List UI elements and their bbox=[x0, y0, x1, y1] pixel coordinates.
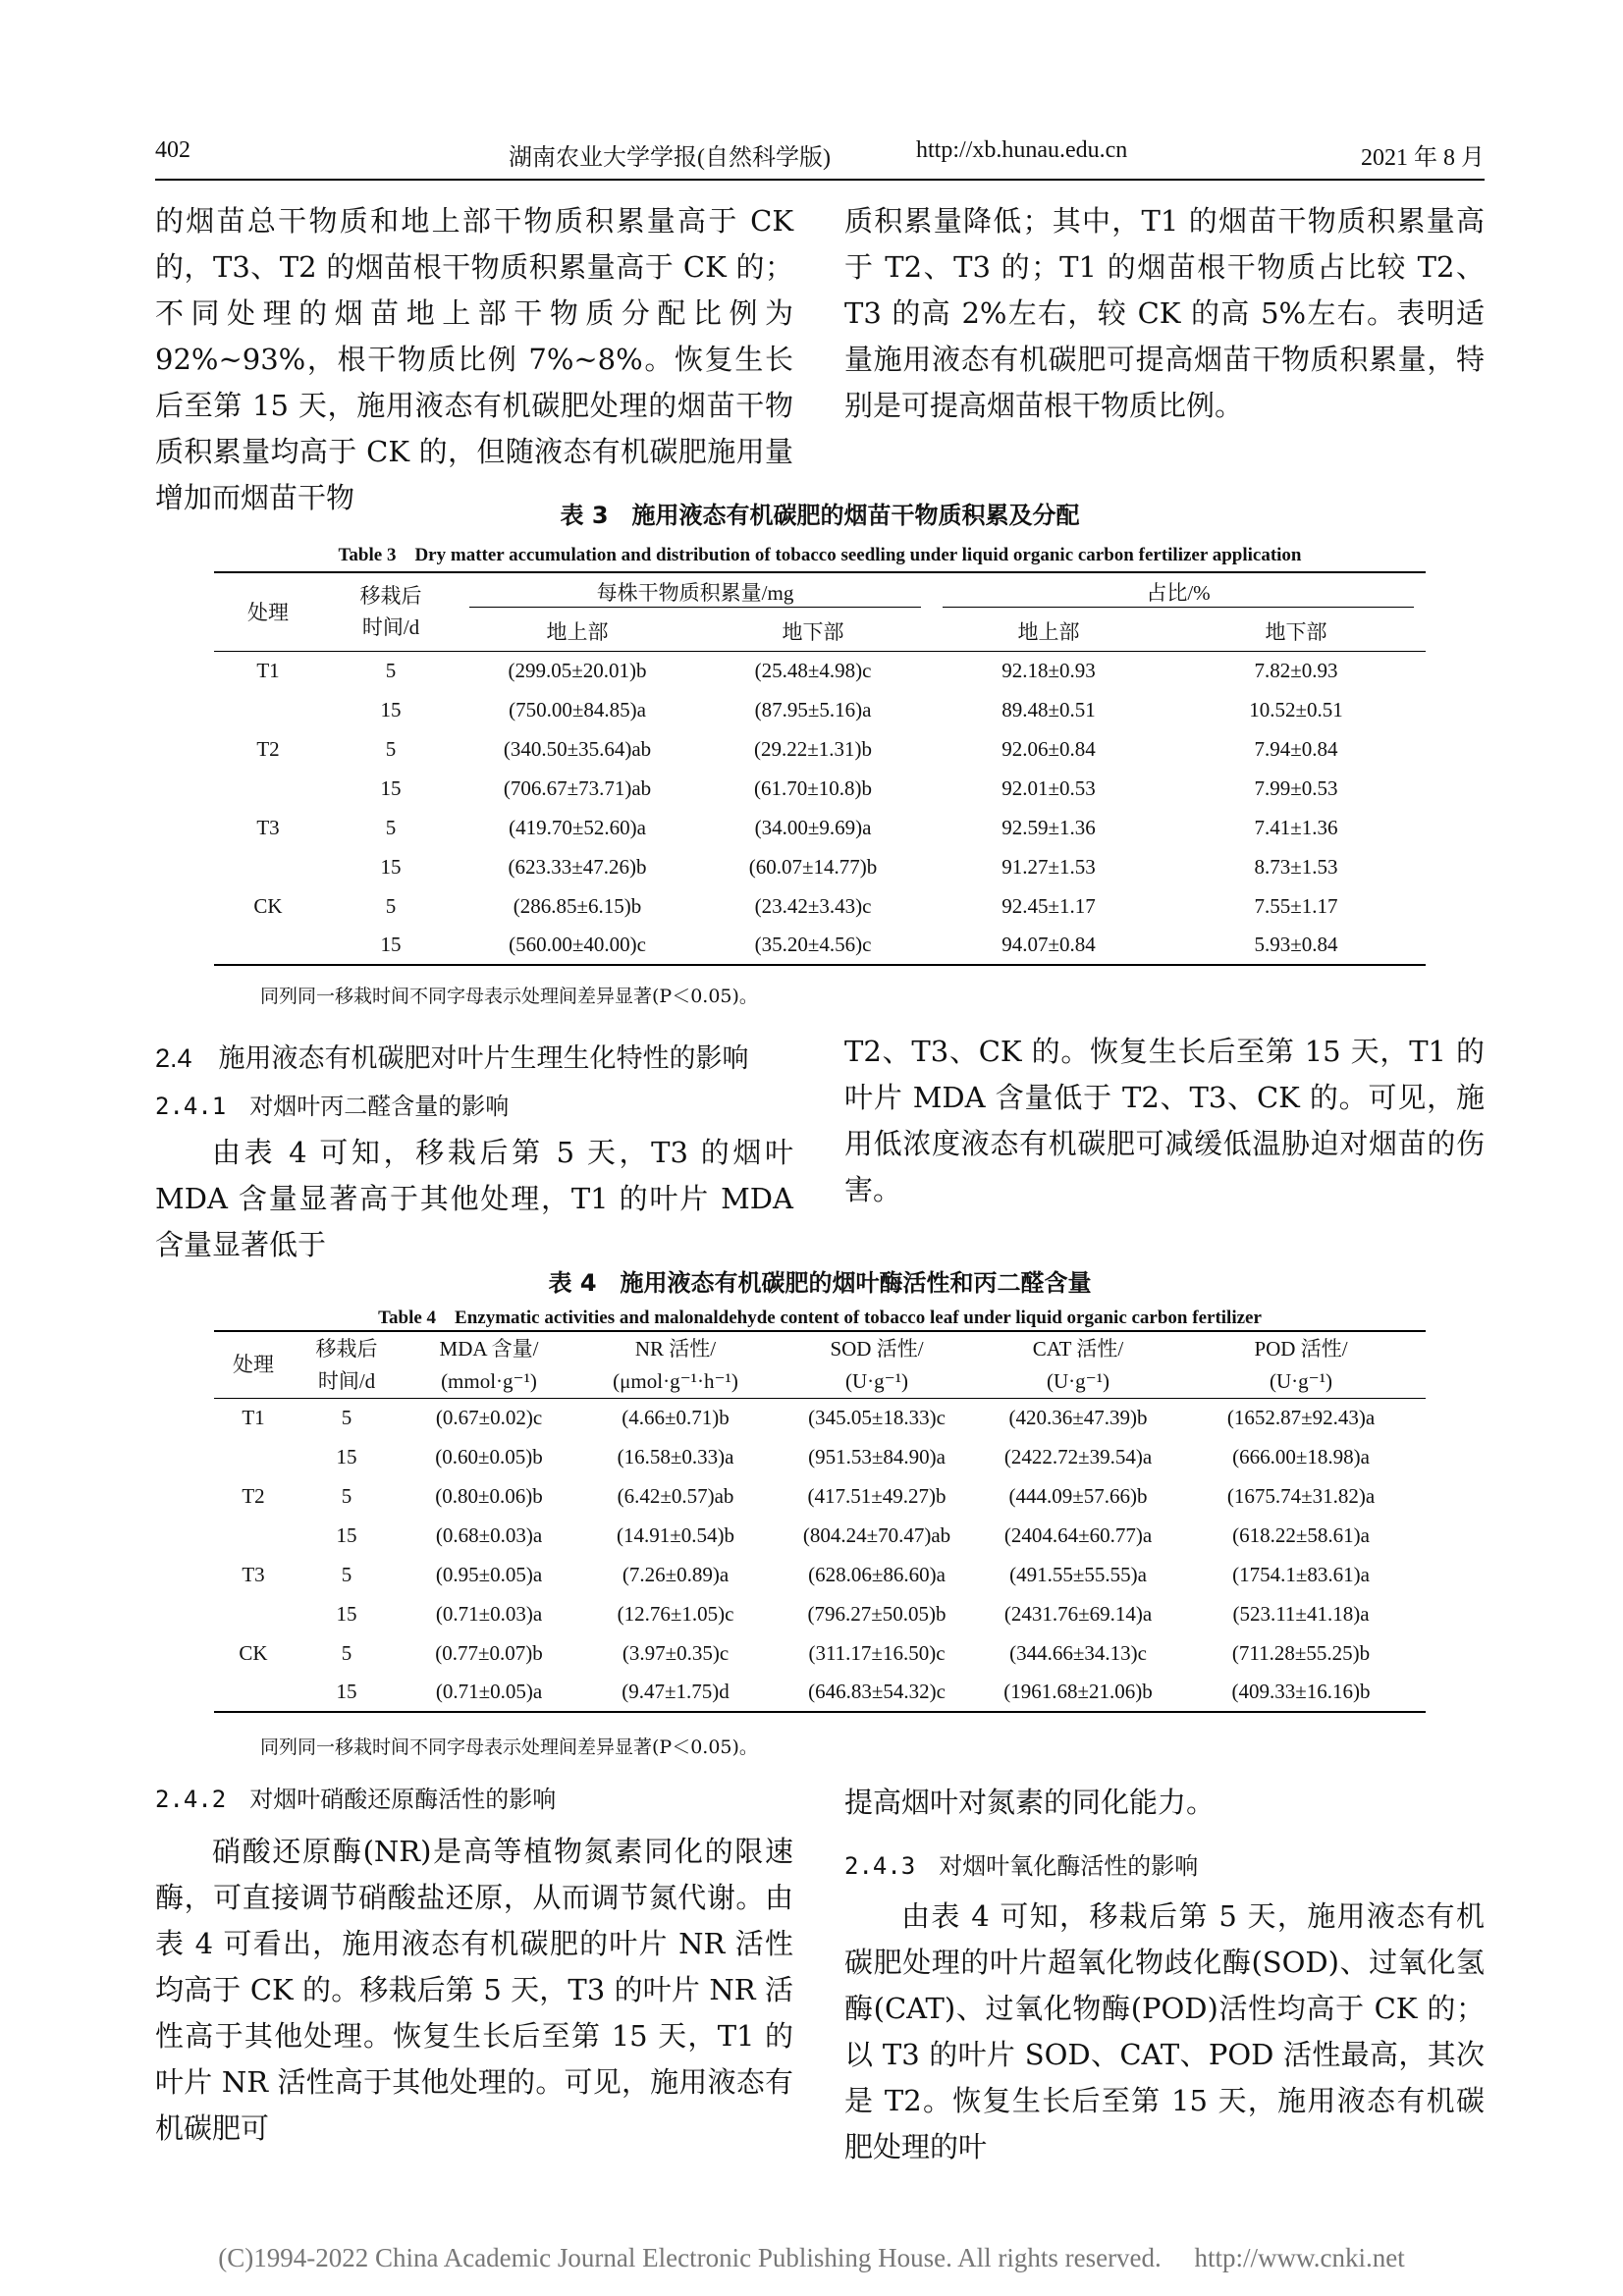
table4-cell bbox=[214, 1594, 293, 1633]
table4-row bbox=[214, 1398, 1426, 1437]
table3-cell: (25.48±4.98)c bbox=[754, 658, 872, 682]
table4-cell: (646.83±54.32)c bbox=[808, 1680, 946, 1703]
table3-cell: 92.01±0.53 bbox=[1001, 775, 1096, 800]
table3-cell: (34.00±9.69)a bbox=[754, 815, 872, 839]
table3-cell: 5 bbox=[385, 736, 397, 761]
table3-group-mass bbox=[460, 572, 931, 612]
table4-cell: (6.42±0.57)ab bbox=[617, 1483, 734, 1508]
running-header bbox=[155, 137, 1485, 177]
table4-cell: (1652.87±92.43)a bbox=[1226, 1405, 1376, 1429]
mda-paragraph-left: 由表 4 可知，移栽后第 5 天，T3 的烟叶 MDA 含量显著高于其他处理，T1 的叶片 MDA 含量显著低于 bbox=[155, 1136, 793, 1261]
table3-cell: T2 bbox=[256, 736, 280, 761]
table4-row bbox=[214, 1437, 1426, 1476]
table4-col-time-2: 时间/d bbox=[293, 1364, 401, 1398]
table4-row bbox=[214, 1633, 1426, 1673]
table4-cell: (0.80±0.06)b bbox=[435, 1483, 543, 1508]
table4-cell: 15 bbox=[336, 1522, 357, 1547]
table4-cell: T3 bbox=[242, 1562, 265, 1586]
table3-note: 同列同一移栽时间不同字母表示处理间差异显著(P＜0.05)。 bbox=[260, 986, 758, 1007]
table3-cell: 15 bbox=[380, 933, 402, 956]
table4-cell: (804.24±70.47)ab bbox=[802, 1522, 951, 1547]
table3-cell: (560.00±40.00)c bbox=[509, 933, 646, 956]
table4-cell: (417.51±49.27)b bbox=[807, 1483, 947, 1508]
table3-cell: 94.07±0.84 bbox=[1001, 933, 1096, 956]
section-2-4-2-heading: 2.4.2 对烟叶硝酸还原酶活性的影响 bbox=[155, 1786, 557, 1813]
table3-group-ratio-label: 占比/% bbox=[943, 577, 1414, 608]
table3-cell: (299.05±20.01)b bbox=[508, 658, 647, 682]
table4-cell: (711.28±55.25)b bbox=[1231, 1640, 1371, 1665]
table4-cell: (0.60±0.05)b bbox=[435, 1444, 543, 1468]
table4-cell: CK bbox=[239, 1640, 268, 1665]
table4-cell: (1754.1±83.61)a bbox=[1232, 1562, 1370, 1586]
table3-cell: 8.73±1.53 bbox=[1254, 854, 1338, 879]
table4-cell: (0.71±0.03)a bbox=[435, 1601, 543, 1626]
table3-cell: 7.99±0.53 bbox=[1254, 775, 1338, 800]
table4-row bbox=[214, 1673, 1426, 1712]
table4-cell: (3.97±0.35)c bbox=[622, 1640, 730, 1665]
table4-cell: 5 bbox=[341, 1405, 352, 1429]
table3-cell: (60.07±14.77)b bbox=[748, 854, 878, 879]
table3-group-ratio bbox=[931, 572, 1426, 612]
table4-cell: (444.09±57.66)b bbox=[1008, 1483, 1148, 1508]
table4-col-cat-1: CAT 活性/ bbox=[1032, 1336, 1124, 1361]
table3-cell: (35.20±4.56)c bbox=[754, 933, 872, 956]
table4-title-en: Table 4 Enzymatic activities and malonaldehyde content of tobacco leaf under liquid organic carbon fertilizer bbox=[378, 1308, 1262, 1328]
table4-col-sod-1: SOD 活性/ bbox=[830, 1336, 924, 1361]
table3 bbox=[214, 571, 1426, 966]
table4-col-treatment: 处理 bbox=[214, 1331, 293, 1398]
table4-cell bbox=[214, 1437, 293, 1476]
table3-cell: 7.82±0.93 bbox=[1254, 658, 1338, 682]
page-number: 402 bbox=[155, 137, 190, 163]
table3-cell: 92.45±1.17 bbox=[1001, 893, 1096, 918]
table3-cell: 7.94±0.84 bbox=[1254, 736, 1338, 761]
table3-cell: T1 bbox=[256, 658, 280, 682]
table4-cell: 15 bbox=[336, 1444, 357, 1468]
table4-col-pod-1: POD 活性/ bbox=[1254, 1336, 1348, 1361]
table3-sub-mass-below: 地下部 bbox=[695, 612, 931, 651]
table4-cell: (0.67±0.02)c bbox=[435, 1405, 543, 1429]
table3-cell: (61.70±10.8)b bbox=[753, 775, 872, 800]
table4-cell: (0.77±0.07)b bbox=[435, 1640, 543, 1665]
section-2-4-heading: 2.4 施用液态有机碳肥对叶片生理生化特性的影响 bbox=[155, 1043, 749, 1073]
table4-row bbox=[214, 1516, 1426, 1555]
table4-cell: (7.26±0.89)a bbox=[622, 1562, 730, 1586]
table4-cell: (951.53±84.90)a bbox=[808, 1444, 946, 1468]
table3-cell: 89.48±0.51 bbox=[1001, 697, 1096, 721]
table3-col-time bbox=[322, 572, 460, 651]
table3-sub-ratio-below: 地下部 bbox=[1166, 612, 1426, 651]
table3-col-time-line1: 移栽后 bbox=[359, 584, 422, 609]
table4-cell: (0.71±0.05)a bbox=[435, 1680, 543, 1703]
table4-cell: (344.66±34.13)c bbox=[1009, 1640, 1147, 1665]
table4-cell: (1675.74±31.82)a bbox=[1226, 1483, 1376, 1508]
table3-cell bbox=[214, 926, 322, 965]
table3-cell: (87.95±5.16)a bbox=[754, 697, 872, 721]
table4-cell: (4.66±0.71)b bbox=[622, 1405, 730, 1429]
table4-cell: (12.76±1.05)c bbox=[617, 1601, 734, 1626]
table4-cell: 15 bbox=[336, 1680, 357, 1703]
table3-col-time-line2: 时间/d bbox=[361, 615, 420, 640]
table4-col-nr-2: (μmol·g⁻¹·h⁻¹) bbox=[577, 1364, 774, 1398]
table4-col-sod-2: (U·g⁻¹) bbox=[774, 1364, 980, 1398]
table3-cell: (286.85±6.15)b bbox=[513, 893, 642, 918]
table4-cell: (618.22±58.61)a bbox=[1232, 1522, 1370, 1547]
table3-row bbox=[214, 886, 1426, 926]
table3-cell: 15 bbox=[380, 775, 402, 800]
section-2-4-1-heading: 2.4.1 对烟叶丙二醛含量的影响 bbox=[155, 1093, 510, 1120]
table4-cell: (345.05±18.33)c bbox=[808, 1405, 946, 1429]
table3-row bbox=[214, 808, 1426, 847]
table3-sub-ratio-above: 地上部 bbox=[931, 612, 1166, 651]
table4-cell: (0.95±0.05)a bbox=[435, 1562, 543, 1586]
table3-cell: T3 bbox=[256, 815, 280, 839]
table3-row bbox=[214, 847, 1426, 886]
table4-cell: (2404.64±60.77)a bbox=[1003, 1522, 1153, 1547]
mda-paragraph-right: T2、T3、CK 的。恢复生长后至第 15 天，T1 的叶片 MDA 含量低于 T2、T3、CK 的。可见，施用低浓度液态有机碳肥可减缓低温胁迫对烟苗的伤害。 bbox=[844, 1035, 1485, 1206]
table3-row bbox=[214, 690, 1426, 729]
table3-row bbox=[214, 769, 1426, 808]
table4-col-time-1: 移栽后 bbox=[315, 1336, 378, 1361]
table4-note: 同列同一移栽时间不同字母表示处理间差异显著(P＜0.05)。 bbox=[260, 1736, 758, 1758]
table4-row bbox=[214, 1594, 1426, 1633]
table3-cell bbox=[214, 690, 322, 729]
table3-row bbox=[214, 651, 1426, 690]
table3-cell: (750.00±84.85)a bbox=[509, 697, 646, 721]
table3-cell: 92.18±0.93 bbox=[1001, 658, 1096, 682]
table4-cell bbox=[214, 1516, 293, 1555]
table4-row bbox=[214, 1555, 1426, 1594]
table3-cell: 91.27±1.53 bbox=[1001, 854, 1096, 879]
table3-sub-mass-above: 地上部 bbox=[460, 612, 695, 651]
table4-cell: (666.00±18.98)a bbox=[1232, 1444, 1370, 1468]
table3-row bbox=[214, 729, 1426, 769]
table3-cell bbox=[214, 847, 322, 886]
table3-group-mass-label: 每株干物质积累量/mg bbox=[469, 577, 921, 608]
table4-col-nr-1: NR 活性/ bbox=[634, 1336, 717, 1361]
table4-cell: 15 bbox=[336, 1601, 357, 1626]
table3-cell: 7.55±1.17 bbox=[1254, 893, 1338, 918]
table3-row bbox=[214, 926, 1426, 965]
table4-cell: T1 bbox=[242, 1405, 265, 1429]
copyright-footer: (C)1994-2022 China Academic Journal Electronic Publishing House. All rights reserved. http://www.cnki.net bbox=[218, 2243, 1405, 2272]
top-left-paragraph: 的烟苗总干物质和地上部干物质积累量高于 CK 的，T3、T2 的烟苗根干物质积累量高于 CK 的；不同处理的烟苗地上部干物质分配比例为 92%~93%，根干物质比例 7%~8%。恢复生长后至第 15 天，施用液态有机碳肥处理的烟苗干物质积累量均高于 CK 的，但随液态有机碳肥施用量增加而烟苗干物 bbox=[155, 204, 793, 514]
table3-cell: (340.50±35.64)ab bbox=[503, 736, 652, 761]
table4-cell: (523.11±41.18)a bbox=[1232, 1601, 1370, 1626]
table4-cell: (409.33±16.16)b bbox=[1231, 1680, 1371, 1703]
journal-url[interactable]: http://xb.hunau.edu.cn bbox=[916, 137, 1128, 163]
table4-cell: 5 bbox=[341, 1640, 352, 1665]
table3-cell: (23.42±3.43)c bbox=[754, 893, 872, 918]
table3-cell: (706.67±73.71)ab bbox=[503, 775, 652, 800]
table4-cell bbox=[214, 1673, 293, 1712]
table4-title-cn: 表 4 施用液态有机碳肥的烟叶酶活性和丙二醛含量 bbox=[548, 1269, 1092, 1297]
table4-cell: T2 bbox=[242, 1483, 265, 1508]
table3-cell bbox=[214, 769, 322, 808]
oxidase-paragraph-right: 由表 4 可知，移栽后第 5 天，施用液态有机碳肥处理的叶片超氧化物歧化酶(SOD)、过氧化氢酶(CAT)、过氧化物酶(POD)活性均高于 CK 的；以 T3 的叶片 SOD、CAT、POD 活性最高，其次是 T2。恢复生长后至第 15 天，施用液态有机碳肥处理的叶 bbox=[844, 1899, 1485, 2163]
table3-cell: 15 bbox=[380, 697, 402, 721]
table4-cell: (0.68±0.03)a bbox=[435, 1522, 543, 1547]
section-2-4-left bbox=[155, 1036, 793, 1268]
table4-col-mda-2: (mmol·g⁻¹) bbox=[401, 1364, 577, 1398]
table4-cell: (796.27±50.05)b bbox=[807, 1601, 947, 1626]
table3-cell: 15 bbox=[380, 854, 402, 879]
table3-cell: CK bbox=[253, 893, 283, 918]
table4-cell: (16.58±0.33)a bbox=[617, 1444, 734, 1468]
section-2-4-2-left bbox=[155, 1777, 793, 2152]
table3-cell: 7.41±1.36 bbox=[1254, 815, 1338, 839]
table4-col-pod-2: (U·g⁻¹) bbox=[1176, 1364, 1426, 1398]
top-left-column bbox=[155, 198, 793, 521]
table3-cell: 10.52±0.51 bbox=[1249, 697, 1343, 721]
table3-cell: 5 bbox=[385, 815, 397, 839]
table4-row bbox=[214, 1476, 1426, 1516]
table4-cell: (628.06±86.60)a bbox=[808, 1562, 946, 1586]
issue-date: 2021 年 8 月 bbox=[1361, 145, 1485, 171]
table3-title-cn: 表 3 施用液态有机碳肥的烟苗干物质积累及分配 bbox=[560, 502, 1080, 529]
table3-cell: (29.22±1.31)b bbox=[753, 736, 872, 761]
section-2-4-right bbox=[844, 1029, 1485, 1213]
table3-col-treatment: 处理 bbox=[214, 572, 322, 651]
table3-cell: (623.33±47.26)b bbox=[508, 854, 647, 879]
table4-cell: 5 bbox=[341, 1483, 352, 1508]
table3-cell: 5 bbox=[385, 893, 397, 918]
table4-cell: (311.17±16.50)c bbox=[808, 1640, 946, 1665]
table4-cell: (14.91±0.54)b bbox=[616, 1522, 734, 1547]
nr-paragraph-left: 硝酸还原酶(NR)是高等植物氮素同化的限速酶，可直接调节硝酸盐还原，从而调节氮代谢。由表 4 可看出，施用液态有机碳肥的叶片 NR 活性均高于 CK 的。移栽后第 5 天，T3 的叶片 NR 活性高于其他处理。恢复生长后至第 15 天，T1 的叶片 NR 活性高于其他处理的。可见，施用液态有机碳肥可 bbox=[155, 1835, 793, 2145]
table4 bbox=[214, 1330, 1426, 1713]
section-2-4-3-right bbox=[844, 1780, 1485, 2170]
section-2-4-3-heading: 2.4.3 对烟叶氧化酶活性的影响 bbox=[844, 1852, 1199, 1880]
table4-cell: (420.36±47.39)b bbox=[1008, 1405, 1148, 1429]
table4-cell: (2422.72±39.54)a bbox=[1003, 1444, 1153, 1468]
table3-title-en: Table 3 Dry matter accumulation and distribution of tobacco seedling under liquid organic carbon fertilizer application bbox=[338, 545, 1302, 565]
table4-cell: (491.55±55.55)a bbox=[1009, 1562, 1147, 1586]
top-right-paragraph: 质积累量降低；其中，T1 的烟苗干物质积累量高于 T2、T3 的；T1 的烟苗根干物质占比较 T2、T3 的高 2%左右，较 CK 的高 5%左右。表明适量施用液态有机碳肥可提高烟苗干物质积累量，特别是可提高烟苗根干物质比例。 bbox=[844, 204, 1485, 422]
table3-cell: 92.06±0.84 bbox=[1001, 736, 1096, 761]
table3-cell: 5.93±0.84 bbox=[1254, 933, 1338, 956]
table3-cell: 5 bbox=[385, 658, 397, 682]
journal-name: 湖南农业大学学报(自然科学版) bbox=[509, 145, 831, 171]
table4-col-mda-1: MDA 含量/ bbox=[439, 1336, 539, 1361]
header-rule bbox=[155, 179, 1485, 181]
top-right-column bbox=[844, 198, 1485, 429]
table4-col-cat-2: (U·g⁻¹) bbox=[980, 1364, 1176, 1398]
table4-cell: 5 bbox=[341, 1562, 352, 1586]
nr-paragraph-right: 提高烟叶对氮素的同化能力。 bbox=[844, 1786, 1216, 1819]
table3-cell: 92.59±1.36 bbox=[1001, 815, 1096, 839]
table4-cell: (9.47±1.75)d bbox=[622, 1680, 730, 1703]
table4-cell: (1961.68±21.06)b bbox=[1003, 1680, 1153, 1703]
table3-cell: (419.70±52.60)a bbox=[509, 815, 646, 839]
table4-cell: (2431.76±69.14)a bbox=[1003, 1601, 1153, 1626]
